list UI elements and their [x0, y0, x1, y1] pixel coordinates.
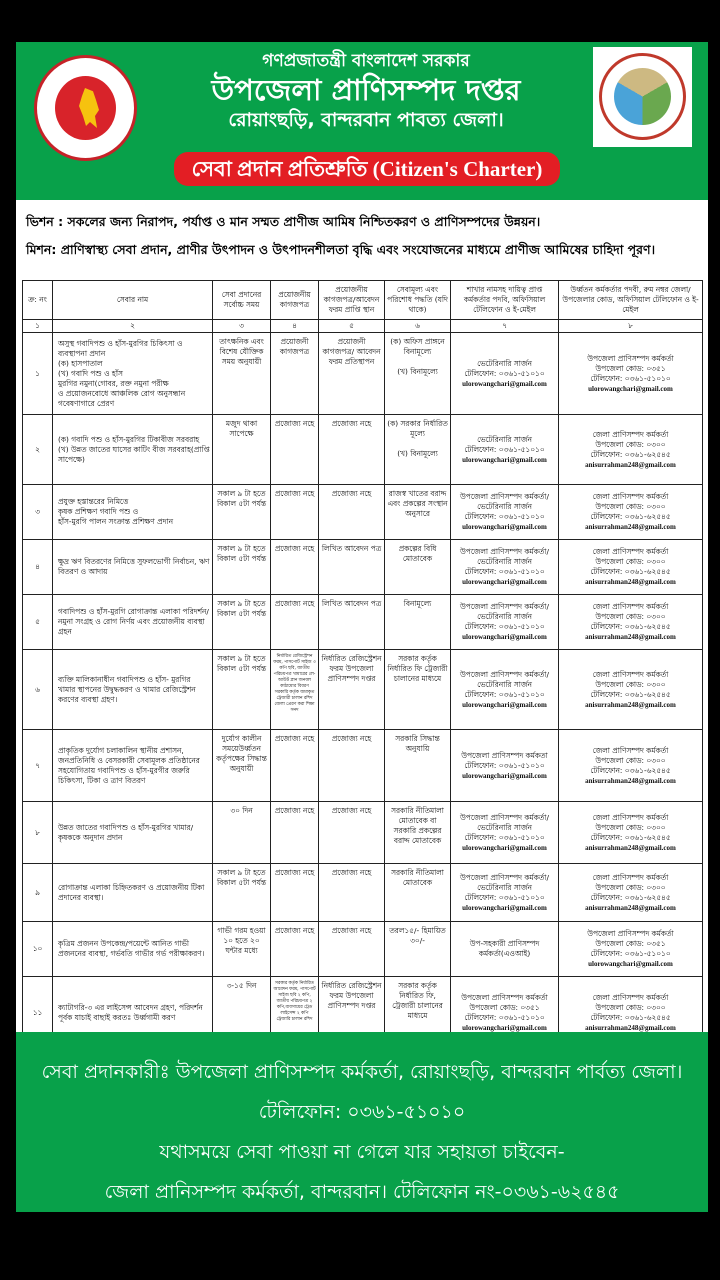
superior-officer-cell	[559, 802, 703, 864]
required-docs-cell	[271, 650, 319, 730]
service-name-cell-text: ক্যাটাগরি-৩ এর লাইসেন্স আবেদন গ্রহণ, পরিদর্শন পূর্বক যাচাই বাছাই করতঃ উর্ধ্বগামী করণ	[58, 1002, 203, 1022]
required-docs-cell-text: সরকার কর্তৃক নির্ধারিত আবেদন ফরম, পাসপোর্ট সাইজ ছবি ২ কপি, জাতীয় পরিচয়পত্র ২ কপি,ব্যবসায়ের ট্রেড লাইসেন্স ২ কপি ট্রেজারি চালান রশিদ	[273, 981, 316, 1022]
required-docs-cell-text: প্রজোজ্য নহে	[274, 868, 315, 877]
email-text: ulorowangchari@gmail.com	[462, 903, 547, 912]
max-time-cell-text: সকাল ৯ টা হতে বিকাল ৫টা পর্যন্ত	[216, 544, 267, 563]
form-place-cell-text: নির্ধারিত রেজিস্ট্রেশন ফরম উপজেলা প্রাণিসম্পদ দপ্তর	[321, 981, 382, 1010]
required-docs-cell-text: প্রজোজ্য নহে	[274, 926, 315, 935]
required-docs-cell-text: প্রয়োজনী কাগজপত্র	[279, 337, 310, 356]
table-row	[23, 595, 703, 650]
required-docs-cell-text: প্রজোজ্য নহে	[274, 489, 315, 498]
fee-cell	[385, 333, 451, 415]
location: রোয়াংছড়ি, বান্দরবান পাবত্য জেলা।	[228, 109, 504, 131]
serial-cell	[23, 540, 53, 595]
max-time-cell-text: ৩-১৫ দিন	[226, 981, 257, 990]
serial-cell-text: ৩	[35, 507, 40, 516]
serial-cell-text: ২	[35, 444, 40, 454]
superior-officer-cell	[559, 730, 703, 802]
service-name-cell-text: কৃত্রিম প্রজনন উপকেন্দ্র/পয়েন্টে আনিত গাভী প্রজননের ব্যবস্থা, গর্ভবতি গাভীর গর্ভ পরীক্ষাকরণ।	[58, 939, 205, 958]
serial-cell-text: ১০	[32, 944, 43, 953]
service-provider: সেবা প্রদানকারীঃ উপজেলা প্রাণিসম্পদ কর্মকর্তা, রোয়াংছড়ি, বান্দরবান পার্বত্য জেলা।	[41, 1061, 683, 1083]
officer-cell	[451, 540, 559, 595]
max-time-cell	[213, 922, 271, 977]
superior-officer-cell	[559, 540, 703, 595]
seal-red-disc	[55, 76, 116, 140]
form-place-cell-text: নির্ধারিত রেজিস্ট্রেশন ফরম উপজেলা প্রাণিসম্পদ দপ্তর	[321, 654, 382, 683]
superior-officer-cell	[559, 333, 703, 415]
superior-officer-cell-text: জেলা প্রাণিসম্পদ কর্মকর্তা উপজেলা কোড: ০৩০০ টেলিফোন: ০৩৬১-৬২৫৪৫	[590, 429, 671, 459]
escalation-contact: জেলা প্রানিসম্পদ কর্মকর্তা, বান্দরবান। টেলিফোন নং-০৩৬১-৬২৫৪৫	[104, 1181, 620, 1203]
fee-cell-text: (ক) সরকার নির্ধারিত মূল্যে (খ) বিনামূল্যে	[387, 419, 448, 458]
form-place-cell	[319, 922, 385, 977]
officer-cell-text: উপজেলা প্রাণিসম্পদ কর্মকর্তা/ ভেটেরিনারি সার্জন টেলিফোন: ০৩৬১-৫১০১০	[460, 492, 549, 521]
max-time-cell-text: সকাল ৯ টা হতে বিকাল ৫টা পর্যন্ত	[216, 489, 267, 508]
email-text: anisurrahman248@gmail.com	[585, 700, 676, 709]
fee-cell	[385, 485, 451, 540]
table-row	[23, 730, 703, 802]
max-time-cell	[213, 864, 271, 922]
officer-cell	[451, 650, 559, 730]
officer-cell	[451, 864, 559, 922]
header-cell: শাখার নামসহ দায়িত্ব প্রাপ্ত কর্মকর্তার পদবি, অফিসিয়াল টেলিফোন ও ই-মেইল	[451, 281, 559, 320]
max-time-cell	[213, 595, 271, 650]
service-name-cell-text: উন্নত জাতের গবাদিপশু ও হাঁস-মুরগির খামার/ কৃষককে অনুদান প্রদান	[58, 822, 194, 842]
fee-cell	[385, 864, 451, 922]
service-name-cell	[53, 595, 213, 650]
column-number-row	[23, 320, 703, 333]
charter-body	[16, 200, 708, 1032]
required-docs-cell	[271, 485, 319, 540]
form-place-cell-text: প্রয়োজনী কাগজপত্র/ আবেদন ফরম প্রতিস্থাপন	[322, 337, 381, 366]
serial-cell-text: ১	[35, 368, 40, 378]
service-name-cell	[53, 650, 213, 730]
table-row	[23, 540, 703, 595]
form-place-cell	[319, 595, 385, 650]
service-name-cell	[53, 333, 213, 415]
email-text: ulorowangchari@gmail.com	[462, 455, 547, 464]
serial-cell	[23, 730, 53, 802]
required-docs-cell	[271, 730, 319, 802]
required-docs-cell-text: প্রজোজ্য নহে	[274, 419, 315, 428]
superior-officer-cell	[559, 864, 703, 922]
officer-cell-text: উপজেলা প্রাণিসম্পদ কর্মকর্তা/ ভেটেরিনারি সার্জন টেলিফোন: ০৩৬১-৫১০১০	[460, 547, 549, 576]
max-time-cell	[213, 485, 271, 540]
fee-cell-text: রাজস্ব খাতের বরাদ্দ এবং প্রকল্পের সংস্থান অনুসারে	[387, 489, 448, 518]
required-docs-cell-text: নির্ধারিত রেজিস্ট্রেশন ফরম, পাসপোর্ট সাইজ ৩ কপি ছবি, জাতীয় পরিচয়পত্র খামারের লে-আউট প্লান জনবল কাঠামোর বিবরণ সরকারি কর্তৃক জমাকৃত ট্রেজারী চালান রশিদ জেলা প্রেরণ করা শিক্ষা সনদ	[273, 654, 316, 713]
service-name-cell	[53, 864, 213, 922]
officer-cell-text: উপজেলা প্রাণিসম্পদ কর্মকর্তা উপজেলা কোড: ০৩৫১ টেলিফোন: ০৩৬১-৫১০১০	[461, 992, 548, 1022]
email-text: ulorowangchari@gmail.com	[462, 771, 547, 780]
serial-cell	[23, 802, 53, 864]
max-time-cell	[213, 802, 271, 864]
fee-cell-text: তরল১৫/- হিমায়িত ৩০/-	[389, 926, 446, 945]
officer-cell-text: উপজেলা প্রাণিসম্পদ কর্মকর্তা/ ভেটেরিনারি সার্জন টেলিফোন: ০৩৬১-৫১০১০	[460, 669, 549, 699]
officer-cell	[451, 333, 559, 415]
max-time-cell-text: দুর্যোগ কালীন সময়েউর্ধ্বতন কর্তৃপক্ষের সিদ্ধান্ত অনুযায়ী	[216, 734, 267, 773]
superior-officer-cell	[559, 650, 703, 730]
superior-officer-cell-text: জেলা প্রাণিসম্পদ কর্মকর্তা উপজেলা কোড: ০৩০০ টেলিফোন: ০৩৬১-৬২৫৪৫	[590, 812, 671, 842]
service-name-cell-text: অসুস্থ গবাদিপশু ও হাঁস-মুরগির চিকিৎসা ও ব্যবস্থাপনা প্রদান (ক) হাসপাতাল (খ) গবাদি পশু ও হাঁস মুরগির নমুনা(গোবর, রক্ত নমুনা পরীক্ষ ও প্রয়োজনবোধে আঞ্চলিক রোগ অনুসন্ধান গবেষণাগারে প্রেরণ	[58, 338, 186, 408]
table-body	[23, 333, 703, 1049]
required-docs-cell-text: প্রজোজ্য নহে	[274, 544, 315, 553]
escalation-line: যথাসময়ে সেবা পাওয়া না গেলে যার সহায়তা চাইবেন-	[159, 1141, 565, 1163]
column-number: ৩	[213, 320, 271, 333]
required-docs-cell	[271, 922, 319, 977]
officer-cell-text: উপজেলা প্রাণিসম্পদ কর্মকর্তা/ ভেটেরিনারি সার্জন টেলিফোন: ০৩৬১-৫১০১০	[460, 812, 549, 842]
table-row	[23, 333, 703, 415]
table-row	[23, 415, 703, 485]
serial-cell	[23, 650, 53, 730]
serial-cell-text: ৭	[35, 760, 40, 770]
serial-cell-text: ১১	[32, 1007, 43, 1017]
superior-officer-cell-text: জেলা প্রাণিসম্পদ কর্মকর্তা উপজেলা কোড: ০৩০০ টেলিফোন: ০৩৬১-৬২৫৪৫	[590, 602, 671, 631]
column-number: ৬	[385, 320, 451, 333]
max-time-cell-text: সকাল ৯ টা হতে বিকাল ৫টা পর্যন্ত	[216, 599, 267, 618]
officer-cell	[451, 922, 559, 977]
service-name-cell	[53, 540, 213, 595]
max-time-cell	[213, 540, 271, 595]
required-docs-cell	[271, 540, 319, 595]
header-cell: প্রয়োজনীয় কাগজপত্র/আবেদন ফরম প্রাপ্তি স্থান	[319, 281, 385, 320]
service-name-cell-text: প্রযুক্ত হস্তান্তরের নিমিত্তে কৃষক প্রশিক্ষণ গবাদি পশু ও হাঁস-মুরগি পালন সংক্রান্ত প্রশিক্ষণ প্রদান	[58, 497, 174, 526]
max-time-cell	[213, 333, 271, 415]
superior-officer-cell	[559, 415, 703, 485]
form-place-cell	[319, 802, 385, 864]
serial-cell	[23, 415, 53, 485]
service-name-cell	[53, 802, 213, 864]
form-place-cell-text: প্রজোজ্য নহে	[331, 489, 372, 498]
form-place-cell-text: লিখিত আবেদন পত্র	[321, 599, 382, 608]
officer-cell-text: উপজেলা প্রাণিসম্পদ কর্মকতা টেলিফোন: ০৩৬১-৫১০১০	[461, 750, 548, 770]
office-name: উপজেলা প্রাণিসম্পদ দপ্তর	[211, 73, 521, 107]
serial-cell-text: ৮	[35, 827, 40, 837]
email-text: ulorowangchari@gmail.com	[462, 379, 547, 388]
form-place-cell	[319, 540, 385, 595]
email-text: anisurrahman248@gmail.com	[585, 903, 676, 912]
serial-cell	[23, 485, 53, 540]
livestock-department-logo-icon	[593, 47, 692, 147]
provider-phone: টেলিফোন: ০৩৬১-৫১০১০	[258, 1101, 466, 1123]
serial-cell	[23, 922, 53, 977]
email-text: ulorowangchari@gmail.com	[588, 960, 673, 968]
required-docs-cell	[271, 864, 319, 922]
header-cell: সেবার নাম	[53, 281, 213, 320]
table-row	[23, 485, 703, 540]
officer-cell	[451, 730, 559, 802]
officer-cell-text: উপজেলা প্রাণিসম্পদ কর্মকর্তা/ ভেটেরিনারি সার্জন টেলিফোন: ০৩৬১-৫১০১০	[460, 872, 549, 902]
max-time-cell-text: সকাল ৯ টা হতে বিকাল ৫টা পর্যন্ত	[216, 868, 267, 887]
max-time-cell	[213, 415, 271, 485]
required-docs-cell-text: প্রজোজ্য নহে	[274, 806, 315, 815]
header-cell: প্রয়োজনীয় কাগজপত্র	[271, 281, 319, 320]
serial-cell-text: ৬	[35, 684, 40, 694]
officer-cell	[451, 415, 559, 485]
fee-cell	[385, 540, 451, 595]
service-name-cell	[53, 922, 213, 977]
fee-cell	[385, 650, 451, 730]
max-time-cell-text: ৩০ দিন	[230, 806, 253, 815]
superior-officer-cell-text: উপজেলা প্রাণিসম্পদ কর্মকর্তা উপজেলা কোড: ০৩৫১ টেলিফোন: ০৩৬১-৫১০১০	[587, 353, 674, 383]
superior-officer-cell	[559, 485, 703, 540]
officer-cell-text: উপ-সহকারী প্রাণিসম্পদ কর্মকর্তা(এওআই)	[469, 939, 540, 958]
form-place-cell-text: প্রজোজ্য নহে	[331, 926, 372, 935]
form-place-cell	[319, 864, 385, 922]
header-titles	[156, 50, 576, 132]
required-docs-cell	[271, 333, 319, 415]
fee-cell	[385, 415, 451, 485]
email-text: anisurrahman248@gmail.com	[585, 843, 676, 852]
required-docs-cell-text: প্রজোজ্য নহে	[274, 734, 315, 743]
email-text: ulorowangchari@gmail.com	[462, 633, 547, 641]
form-place-cell	[319, 650, 385, 730]
fee-cell-text: সরকার কর্তৃক নির্ধারিত ফি ট্রেজারী চালানের মাধ্যমে	[387, 654, 448, 683]
fee-cell	[385, 730, 451, 802]
max-time-cell	[213, 650, 271, 730]
logo-segments-icon	[614, 68, 671, 125]
max-time-cell-text: তাৎক্ষনিক এবং বিশেষ যৌক্তিক সময় অনুযায়ী	[219, 337, 264, 366]
form-place-cell-text: লিখিত আবেদন পত্র	[321, 544, 382, 553]
service-name-cell-text: রোগাক্রান্ত এলাকা চিহ্নিতকরণ ও প্রয়োজনীয় টিকা প্রদানের ব্যবস্থা।	[58, 882, 205, 902]
fee-cell	[385, 595, 451, 650]
superior-officer-cell	[559, 922, 703, 977]
required-docs-cell-text: প্রজোজ্য নহে	[274, 599, 315, 608]
footer-banner	[16, 1032, 708, 1212]
form-place-cell-text: প্রজোজ্য নহে	[331, 806, 372, 815]
vision-statement: ভিশন : সকলের জন্য নিরাপদ, পর্যাপ্ত ও মান সম্মত প্রাণীজ আমিষ নিশ্চিতকরণ ও প্রাণিসম্পদের উন্নয়ন।	[26, 214, 541, 229]
header-banner	[16, 42, 708, 200]
column-number: ৫	[319, 320, 385, 333]
serial-cell	[23, 333, 53, 415]
fee-cell-text: সরকারি সিদ্ধান্ত অনুযায়ি	[395, 734, 440, 753]
table-row	[23, 802, 703, 864]
officer-cell-text: ভেটেরিনারি সার্জন টেলিফোন: ০৩৬১-৫১০১০	[464, 434, 545, 454]
fee-cell	[385, 922, 451, 977]
email-text: anisurrahman248@gmail.com	[585, 578, 676, 586]
table-header-row	[23, 281, 703, 320]
header-cell: উর্ধ্বতন কর্মকর্তার পদবী, রুম নম্বর জেলা/ উপজেলার কোড, অফিসিয়াল টেলিফোন ও ই-মেইল	[559, 281, 703, 320]
form-place-cell	[319, 485, 385, 540]
superior-officer-cell	[559, 595, 703, 650]
required-docs-cell	[271, 802, 319, 864]
service-name-cell-text: (ক) গবাদি পশু ও হাঁস-মুরগির টিকাবীজ সরবরাহ (খ) উন্নত জাতের ঘাসের কাটিং বীজ সরবরাহ(প্রাপ্তি সাপেক্ষে)	[58, 434, 210, 464]
superior-officer-cell-text: জেলা প্রাণিসম্পদ কর্মকর্তা উপজেলা কোড: ০৩০০ টেলিফোন: ০৩৬১-৬২৫৪৫	[590, 492, 671, 521]
service-name-cell	[53, 485, 213, 540]
column-number: ১	[23, 320, 53, 333]
officer-cell	[451, 802, 559, 864]
column-number: ৭	[451, 320, 559, 333]
logo-ring	[599, 53, 686, 140]
form-place-cell	[319, 333, 385, 415]
form-place-cell	[319, 730, 385, 802]
form-place-cell-text: প্রজোজ্য নহে	[331, 734, 372, 743]
required-docs-cell	[271, 595, 319, 650]
email-text: anisurrahman248@gmail.com	[585, 1023, 676, 1032]
max-time-cell-text: সকাল ৯ টা হতে বিকাল ৫টা পর্যন্ত	[216, 654, 267, 673]
serial-cell	[23, 595, 53, 650]
max-time-cell-text: গাভী গরম হওয়া ১০ হতে ২০ ঘন্টার মধ্যে	[217, 926, 266, 955]
fee-cell	[385, 802, 451, 864]
serial-cell-text: ৯	[35, 887, 40, 897]
officer-cell	[451, 485, 559, 540]
max-time-cell	[213, 730, 271, 802]
service-name-cell-text: ক্ষুদ্র ঋণ বিতরণের নিমিত্তে সুফলভোগী নির্বাচন, ঋণ বিতরণ ও আদায়	[58, 557, 210, 576]
officer-cell	[451, 595, 559, 650]
column-number: ২	[53, 320, 213, 333]
fee-cell-text: বিনামূল্যে	[403, 599, 432, 608]
email-text: anisurrahman248@gmail.com	[585, 776, 676, 785]
fee-cell-text: (ক) অফিস প্রাঙ্গনে বিনামূল্যে (খ) বিনামূল্যে	[390, 337, 445, 376]
superior-officer-cell-text: জেলা প্রাণিসম্পদ কর্মকর্তা উপজেলা কোড: ০৩০০ টেলিফোন: ০৩৬১-৬২৫৪৫	[590, 872, 671, 902]
superior-officer-cell-text: জেলা প্রাণিসম্পদ কর্মকর্তা উপজেলা কোড: ০৩০০ টেলিফোন: ০৩৬১-৬২৫৪৫	[590, 992, 671, 1022]
mission-statement: মিশন: প্রাণিস্বাস্থ্য সেবা প্রদান, প্রাণীর উৎপাদন ও উৎপাদনশীলতা বৃদ্ধি এবং সংযোজনের মাধ্যমে প্রাণীজ আমিষের চাহিদা পূরণ।	[26, 242, 656, 257]
serial-cell	[23, 864, 53, 922]
table-row	[23, 922, 703, 977]
required-docs-cell	[271, 415, 319, 485]
charter-title: সেবা প্রদান প্রতিশ্রুতি (Citizen's Charter)	[174, 152, 560, 186]
service-name-cell-text: ব্যক্তি মালিকানাধীন গবাদিপশু ও হাঁস- মুরগির খামার স্থাপনের উদ্বুদ্ধকরণ ও খামার রেজিস্ট্রেশন করণের ব্যবস্থা গ্রহণ।	[58, 674, 196, 704]
service-name-cell	[53, 415, 213, 485]
bangladesh-govt-seal-icon	[34, 55, 137, 161]
header-cell: সেবা প্রদানের সর্বোচ্চ সময়	[213, 281, 271, 320]
form-place-cell	[319, 415, 385, 485]
officer-cell-text: উপজেলা প্রাণিসম্পদ কর্মকর্তা/ ভেটেরিনারি সার্জন টেলিফোন: ০৩৬১-৫১০১০	[460, 602, 549, 631]
service-name-cell	[53, 730, 213, 802]
email-text: anisurrahman248@gmail.com	[585, 633, 676, 641]
citizen-charter-poster	[16, 42, 708, 1252]
superior-officer-cell-text: উপজেলা প্রাণিসম্পদ কর্মকর্তা উপজেলা কোড: ০৩৫১ টেলিফোন: ০৩৬১-৫১০১০	[587, 929, 674, 958]
serial-cell-text: ৫	[35, 617, 40, 626]
email-text: ulorowangchari@gmail.com	[462, 1023, 547, 1032]
fee-cell-text: সরকার কর্তৃক নির্ধারিত ফি, ট্রেজারী চালানের মাধ্যমে	[392, 981, 443, 1020]
fee-cell-text: প্রকল্পের বিধি মোতাবেক	[398, 544, 437, 563]
form-place-cell-text: প্রজোজ্য নহে	[331, 419, 372, 428]
superior-officer-cell-text: জেলা প্রাণিসম্পদ কর্মকর্তা উপজেলা কোড: ০৩০০ টেলিফোন: ০৩৬১-৬২৫৪৫	[590, 547, 671, 576]
service-name-cell-text: প্রাকৃতিক দুর্যোগ চলাকালিন স্থানীয় প্রশাসন, জনপ্রতিনিধি ও বেসরকারী সেবামূলক প্রতিষ্ঠানের সহযোগিতায় গবাদিপশু ও হাঁস-মুরগীর জরুরি চিকিৎসা, টিকা ও ত্রাণ বিতরণ	[58, 745, 200, 785]
serial-cell-text: ৪	[35, 562, 40, 571]
column-number: ৮	[559, 320, 703, 333]
service-name-cell-text: গবাদিপশু ও হাঁস-মুরগি রোগাক্রান্ত এলাকা পরিদর্শন/নমুনা সংগ্রহ ও রোগ নির্ণয় এবং প্রয়োজনীয় ব্যবস্থা গ্রহন	[58, 607, 209, 636]
form-place-cell-text: প্রজোজ্য নহে	[331, 868, 372, 877]
services-table	[22, 280, 703, 1049]
max-time-cell-text: মজুদ থাকা সাপেক্ষে	[225, 419, 258, 438]
email-text: anisurrahman248@gmail.com	[585, 460, 676, 469]
email-text: anisurrahman248@gmail.com	[585, 523, 676, 531]
email-text: ulorowangchari@gmail.com	[462, 700, 547, 709]
email-text: ulorowangchari@gmail.com	[462, 578, 547, 586]
fee-cell-text: সরকারি নীতিমালা মোতাবেক বা সরকারি প্রকল্পের বরাদ্দ মোতাবেক	[391, 806, 444, 845]
header-cell: ক্র: নং	[23, 281, 53, 320]
email-text: ulorowangchari@gmail.com	[462, 843, 547, 852]
header-cell: সেবামূল্য এবং পরিশোধ পদ্ধতি (যদি থাকে)	[385, 281, 451, 320]
bangladesh-map-icon	[79, 88, 99, 128]
table-row	[23, 650, 703, 730]
fee-cell-text: সরকারি নীতিমালা মোতাবেক	[391, 868, 444, 887]
govt-line: গণপ্রজাতন্ত্রী বাংলাদেশ সরকার	[262, 51, 470, 71]
superior-officer-cell-text: জেলা প্রাণিসম্পদ কর্মকর্তা উপজেলা কোড: ০৩০০ টেলিফোন: ০৩৬১-৬২৫৪৫	[590, 669, 671, 699]
email-text: ulorowangchari@gmail.com	[462, 523, 547, 531]
officer-cell-text: ভেটেরিনারি সার্জন টেলিফোন: ০৩৬১-৫১০১০	[464, 358, 545, 378]
table-row	[23, 864, 703, 922]
column-number: ৪	[271, 320, 319, 333]
superior-officer-cell-text: জেলা প্রাণিসম্পদ কর্মকর্তা উপজেলা কোড: ০৩০০ টেলিফোন: ০৩৬১-৬২৫৪৫	[590, 745, 671, 775]
email-text: ulorowangchari@gmail.com	[588, 384, 673, 393]
